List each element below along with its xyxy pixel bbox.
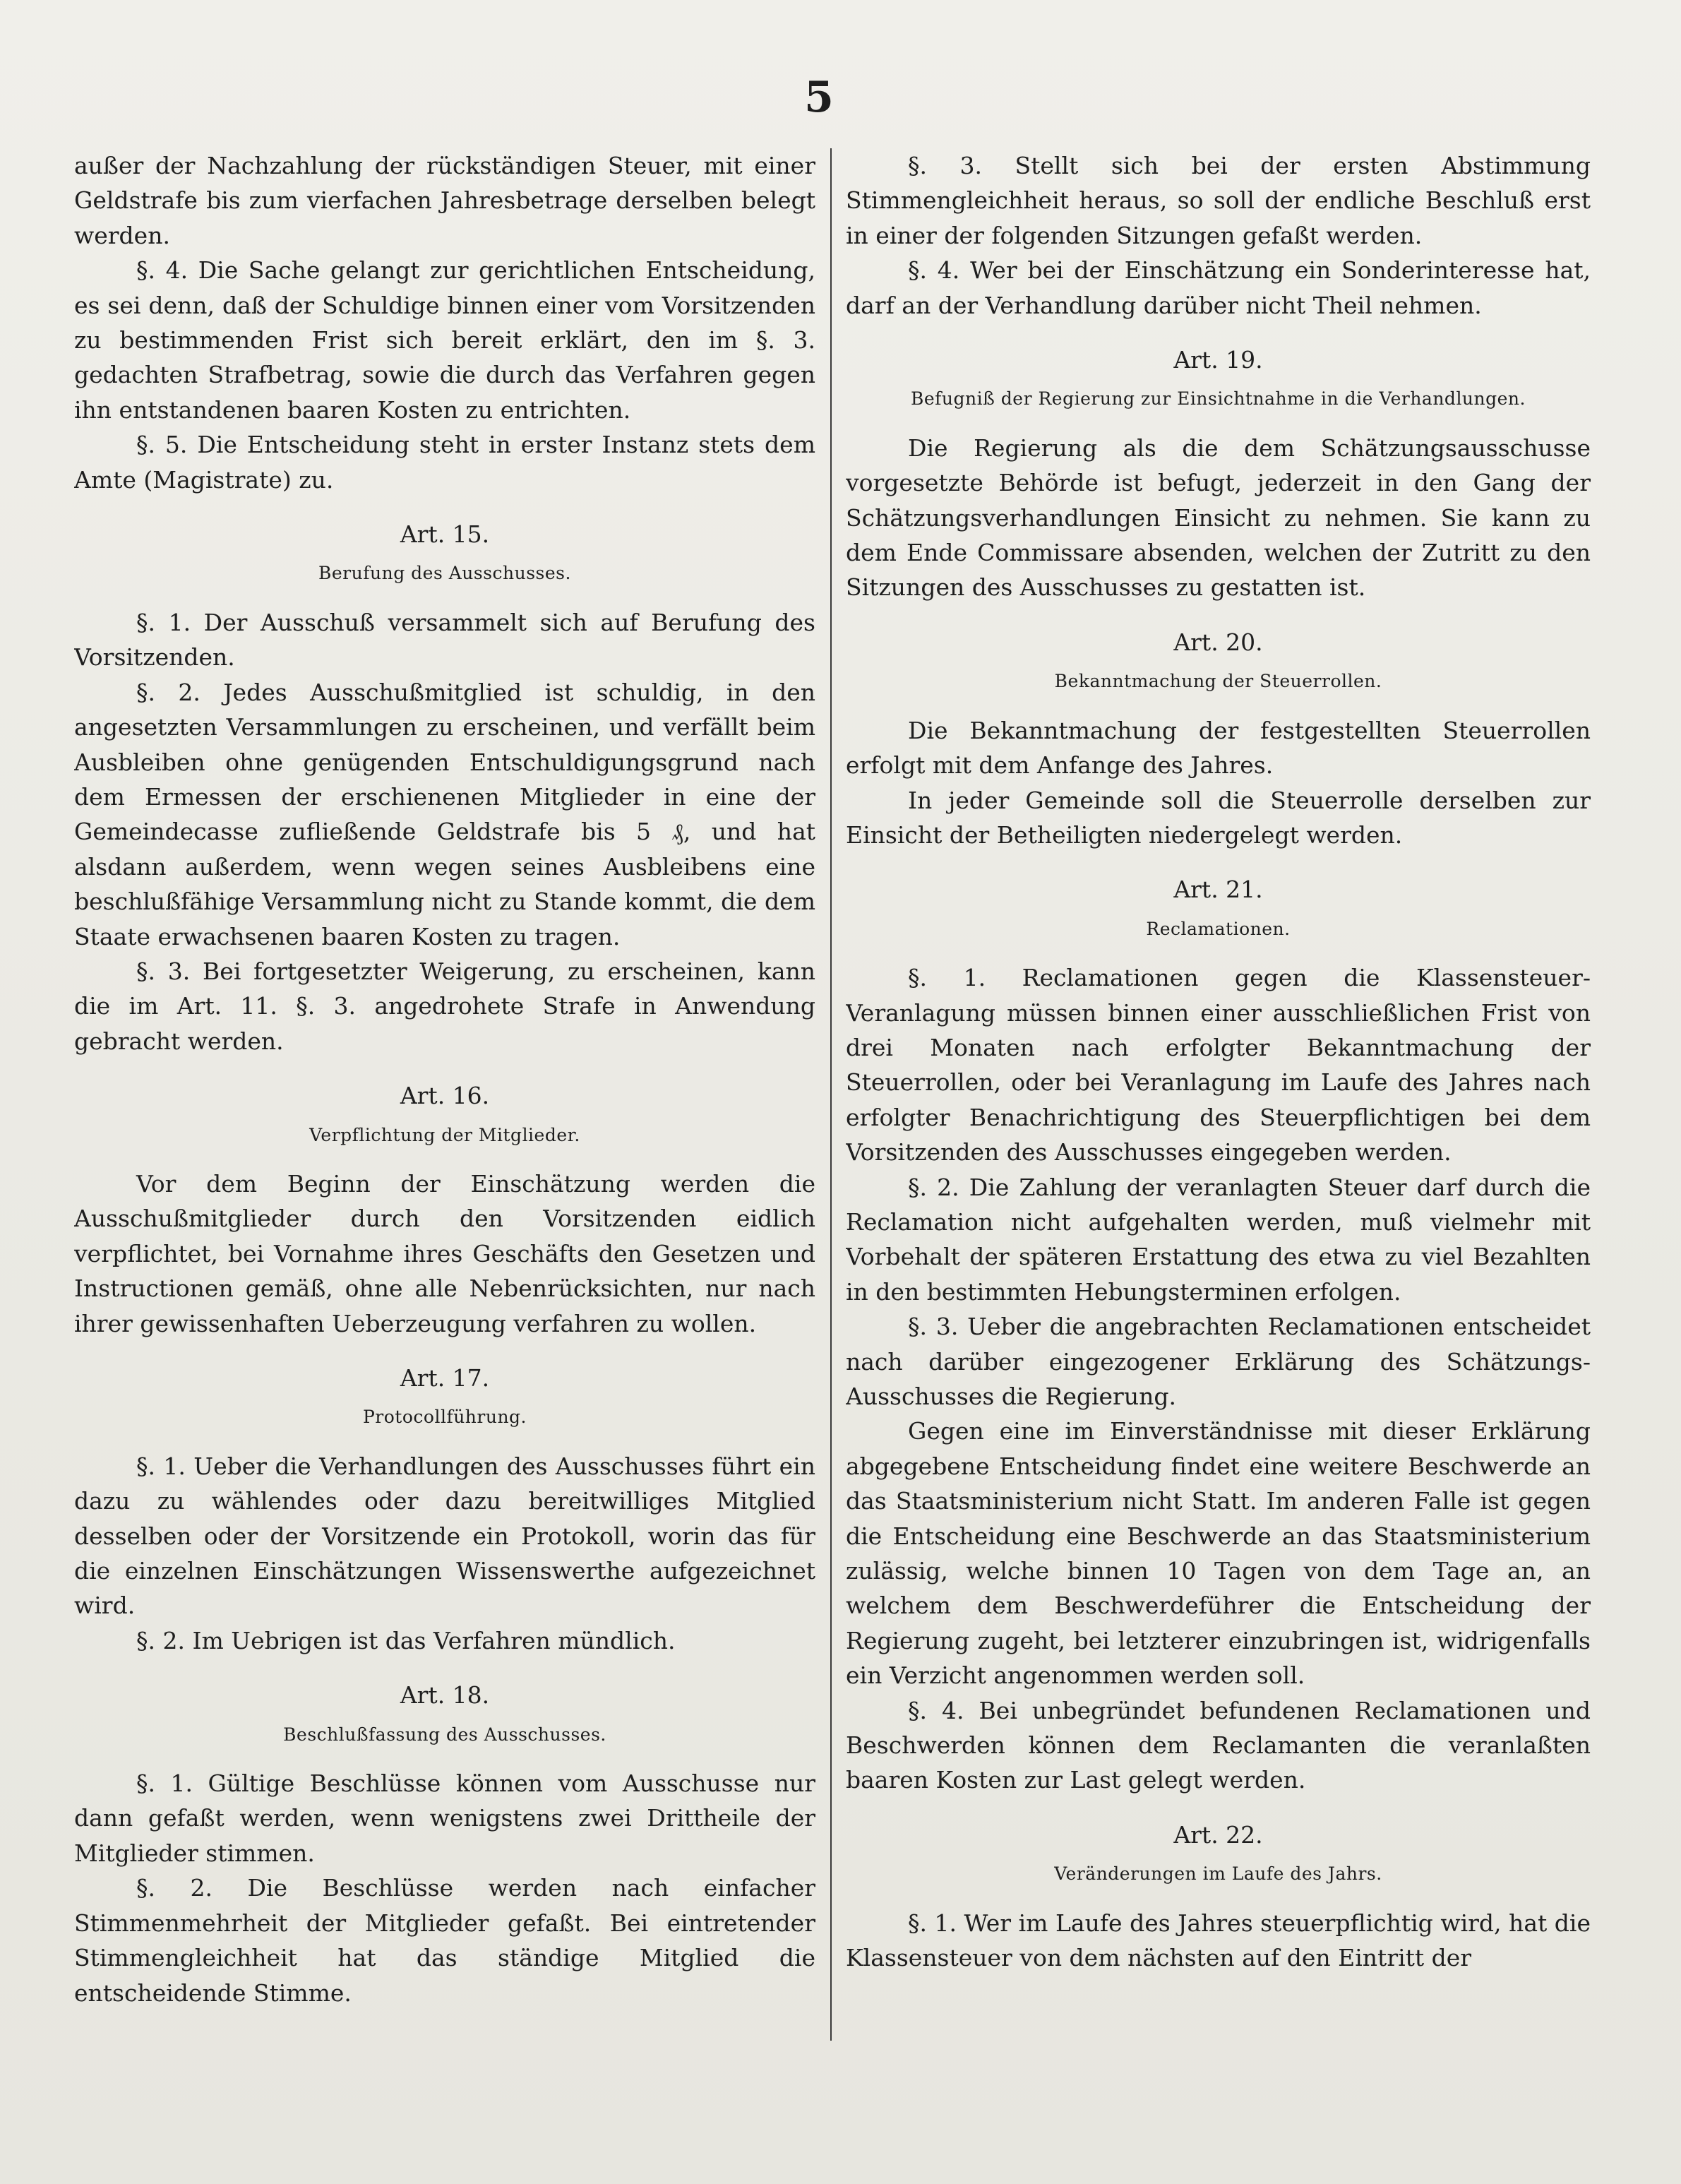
article-number: Art. 16. [400,1082,490,1110]
paragraph: §. 1. Wer im Laufe des Jahres steuerpflichtig wird, hat die Klassensteuer von dem nächsten auf den Eintritt der [846,1909,1591,1972]
paragraph: Die Regierung als die dem Schätzungsausschusse vorgesetzte Behörde ist befugt, jederzeit in den Gang der Schätzungsverhandlungen Einsicht zu nehmen. Sie kann zu dem Ende Commissare absenden, welchen der Zutritt zu den Sitzungen des Ausschusses zu gestatten ist. [846,434,1591,602]
paragraph: §. 5. Die Entscheidung steht in erster Instanz stets dem Amte (Magistrate) zu. [74,431,815,494]
paragraph: §. 2. Jedes Ausschußmitglied ist schuldig, in den angesetzten Versammlungen zu erscheinen, und verfällt beim Ausbleiben ohne genügenden Entschuldigungsgrund nach dem Ermessen der erschienenen Mitglieder in eine der Gemeindecasse zufließende Geldstrafe bis 5 ₰, und hat alsdann außerdem, wenn wegen seines Ausbleibens eine beschlußfähige Versammlung nicht zu Stande kommt, die dem Staate erwachsenen baaren Kosten zu tragen. [74,678,815,950]
paragraph: außer der Nachzahlung der rückständigen Steuer, mit einer Geldstrafe bis zum vierfachen Jahresbetrage derselben belegt werden. [74,152,815,249]
paragraph: Gegen eine im Einverständnisse mit dieser Erklärung abgegebene Entscheidung findet eine weitere Beschwerde an das Staatsministerium nicht Statt. Im anderen Falle ist gegen die Entscheidung eine Beschwerde an das Staatsministerium zulässig, welche binnen 10 Tagen von dem Tage an, an welchem dem Beschwerdeführer die Entscheidung der Regierung zugeht, bei letzterer einzubringen ist, widrigenfalls ein Verzicht angenommen werden soll. [846,1417,1591,1690]
right-column [846,148,1591,1976]
article-heading: Beschlußfassung des Ausschusses. [283,1724,606,1745]
article-heading: Bekanntmachung der Steuerrollen. [1054,671,1382,692]
left-column [74,148,815,2010]
paragraph: §. 3. Bei fortgesetzter Weigerung, zu erscheinen, kann die im Art. 11. §. 3. angedrohete Strafe in Anwendung gebracht werden. [74,957,815,1055]
paragraph: Die Bekanntmachung der festgestellten Steuerrollen erfolgt mit dem Anfange des Jahres. [846,716,1591,780]
paragraph: Vor dem Beginn der Einschätzung werden die Ausschußmitglieder durch den Vorsitzenden eidlich verpflichtet, bei Vornahme ihres Geschäfts den Gesetzen und Instructionen gemäß, ohne alle Nebenrücksichten, nur nach ihrer gewissenhaften Ueberzeugung verfahren zu wollen. [74,1169,815,1337]
paragraph: §. 2. Im Uebrigen ist das Verfahren mündlich. [136,1626,676,1654]
article-number: Art. 20. [1173,628,1263,656]
article-number: Art. 15. [400,520,490,549]
paragraph: §. 1. Der Ausschuß versammelt sich auf Berufung des Vorsitzenden. [74,608,815,672]
article-heading: Protocollführung. [362,1407,527,1428]
article-number: Art. 18. [400,1681,490,1709]
article-heading: Reclamationen. [1146,918,1291,939]
article-number: Art. 22. [1173,1820,1263,1849]
paragraph: §. 1. Gültige Beschlüsse können vom Ausschusse nur dann gefaßt werden, wenn wenigstens zwei Drittheile der Mitglieder stimmen. [74,1770,815,1867]
article-number: Art. 19. [1173,346,1263,374]
paragraph: §. 1. Ueber die Verhandlungen des Ausschusses führt ein dazu zu wählendes oder dazu bereitwilliges Mitglied desselben oder der Vorsitzende ein Protokoll, worin das für die einzelnen Einschätzungen Wissenswerthe aufgezeichnet wird. [74,1452,815,1620]
paragraph: §. 3. Ueber die angebrachten Reclamationen entscheidet nach darüber eingezogener Erklärung des Schätzungs-Ausschusses die Regierung. [846,1313,1591,1410]
article-heading: Veränderungen im Laufe des Jahrs. [1054,1863,1382,1885]
paragraph: §. 4. Bei unbegründet befundenen Reclamationen und Beschwerden können dem Reclamanten die veranlaßten baaren Kosten zur Last gelegt werden. [846,1696,1591,1794]
article-number: Art. 21. [1173,876,1263,904]
paragraph: §. 1. Reclamationen gegen die Klassensteuer-Veranlagung müssen binnen einer ausschließlichen Frist von drei Monaten nach erfolgter Bekanntmachung der Steuerrollen, oder bei Veranlagung im Laufe des Jahres nach erfolgter Benachrichtigung des Steuerpflichtigen bei dem Vorsitzenden des Ausschusses eingegeben werden. [846,964,1591,1166]
paragraph: §. 3. Stellt sich bei der ersten Abstimmung Stimmengleichheit heraus, so soll der endliche Beschluß erst in einer der folgenden Sitzungen gefaßt werden. [846,152,1591,249]
paragraph: §. 4. Wer bei der Einschätzung ein Sonderinteresse hat, darf an der Verhandlung darüber nicht Theil nehmen. [846,256,1591,319]
page-number: 5 [804,73,834,122]
article-heading: Befugniß der Regierung zur Einsichtnahme in die Verhandlungen. [911,388,1526,410]
article-heading: Berufung des Ausschusses. [318,563,571,584]
article-number: Art. 17. [400,1364,490,1392]
paragraph: §. 4. Die Sache gelangt zur gerichtlichen Entscheidung, es sei denn, daß der Schuldige binnen einer vom Vorsitzenden zu bestimmenden Frist sich bereit erklärt, den im §. 3. gedachten Strafbetrag, sowie die durch das Verfahren gegen ihn entstandenen baaren Kosten zu entrichten. [74,256,815,424]
column-divider [830,148,832,2041]
article-heading: Verpflichtung der Mitglieder. [309,1124,580,1145]
paragraph: §. 2. Die Zahlung der veranlagten Steuer darf durch die Reclamation nicht aufgehalten werden, muß vielmehr mit Vorbehalt der späteren Erstattung des etwa zu viel Bezahlten in den bestimmten Hebungsterminen erfolgen. [846,1173,1591,1306]
paragraph: §. 2. Die Beschlüsse werden nach einfacher Stimmenmehrheit der Mitglieder gefaßt. Bei eintretender Stimmengleichheit hat das ständige Mitglied die entscheidende Stimme. [74,1874,815,2007]
paragraph: In jeder Gemeinde soll die Steuerrolle derselben zur Einsicht der Betheiligten niedergelegt werden. [846,786,1591,849]
